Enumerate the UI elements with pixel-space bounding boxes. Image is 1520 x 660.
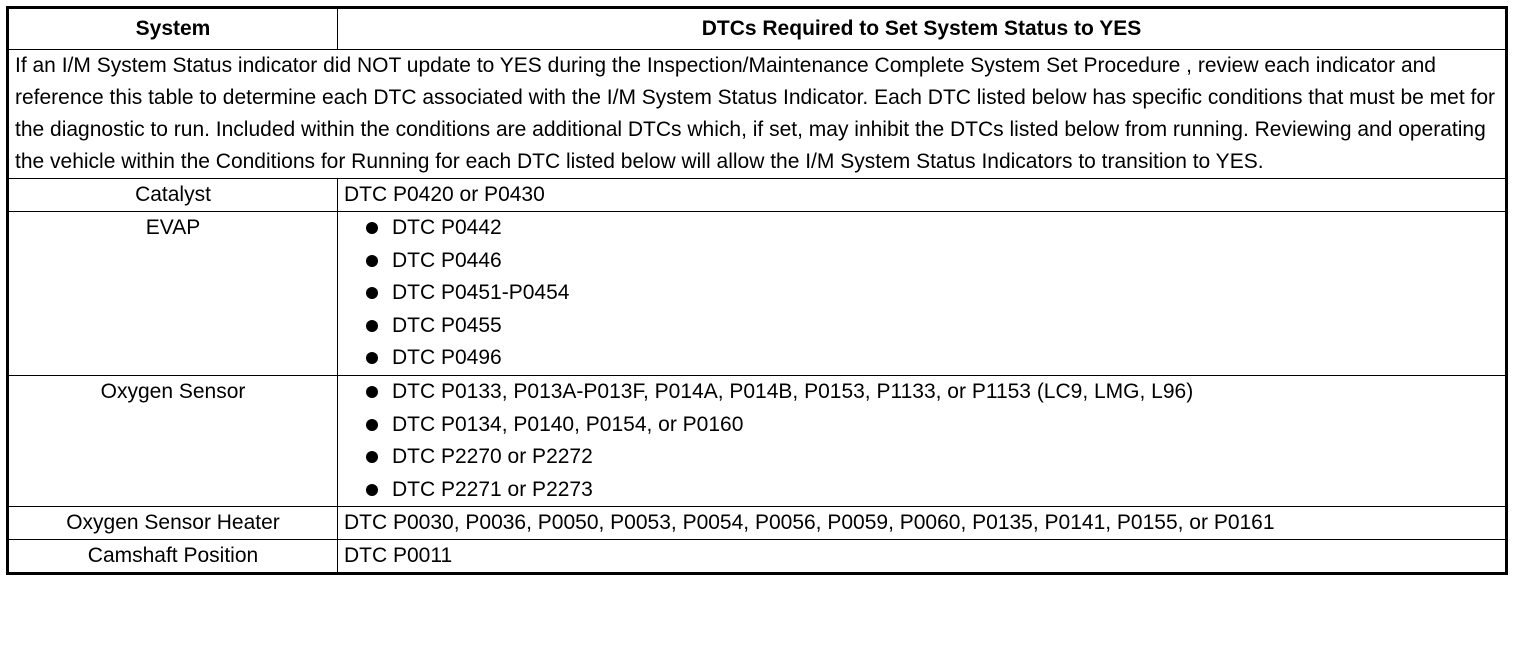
dtc-text: DTC P0134, P0140, P0154, or P0160 (392, 412, 744, 436)
list-item (344, 277, 1499, 310)
note-text: If an I/M System Status indicator did NOT update to YES during the Inspection/Maintenance Complete System Set Procedure , review each indicator and reference this table to determine each DTC associated with the I/M System Status Indicator. Each DTC listed below has specific conditions that must be met for the diagnostic to run. Included within the conditions are additional DTCs which, if set, may inhibit the DTCs listed below from running. Reviewing and operating the vehicle within the Conditions for Running for each DTC listed below will allow the I/M System Status Indicators to transition to YES. (8, 50, 1507, 179)
table-row (8, 212, 1507, 376)
list-item (344, 409, 1499, 442)
bullet-dot-icon (366, 255, 378, 267)
list-item (344, 474, 1499, 507)
dtc-cell (338, 212, 1507, 376)
list-item (344, 310, 1499, 343)
note-row (8, 50, 1507, 179)
header-system: System (8, 8, 338, 50)
bullet-dot-icon (366, 352, 378, 364)
table-row (8, 179, 1507, 212)
table-row (8, 540, 1507, 574)
bullet-dot-icon (366, 287, 378, 299)
document-page (6, 6, 1508, 575)
header-row (8, 8, 1507, 50)
table-row (8, 507, 1507, 540)
list-item (344, 441, 1499, 474)
list-item (344, 245, 1499, 278)
bullet-dot-icon (366, 320, 378, 332)
dtc-text: DTC P2271 or P2273 (392, 477, 593, 501)
header-dtcs: DTCs Required to Set System Status to YES (338, 8, 1507, 50)
system-cell: EVAP (8, 212, 338, 376)
dtc-text: DTC P2270 or P2272 (392, 445, 593, 469)
dtc-text: DTC P0133, P013A-P013F, P014A, P014B, P0153, P1133, or P1153 (LC9, LMG, L96) (392, 379, 1194, 403)
list-item (344, 342, 1499, 375)
bullet-dot-icon (366, 484, 378, 496)
bullet-dot-icon (366, 419, 378, 431)
bullet-dot-icon (366, 451, 378, 463)
dtc-table (6, 6, 1508, 575)
system-cell: Oxygen Sensor Heater (8, 507, 338, 540)
dtc-list (344, 212, 1499, 375)
dtc-list (344, 376, 1499, 506)
list-item (344, 212, 1499, 245)
dtc-text: DTC P0496 (392, 346, 502, 370)
dtc-text: DTC P0446 (392, 248, 502, 272)
bullet-dot-icon (366, 222, 378, 234)
list-item (344, 376, 1499, 409)
dtc-cell: DTC P0030, P0036, P0050, P0053, P0054, P0056, P0059, P0060, P0135, P0141, P0155, or P0161 (338, 507, 1507, 540)
dtc-cell: DTC P0420 or P0430 (338, 179, 1507, 212)
dtc-text: DTC P0442 (392, 216, 502, 239)
dtc-text: DTC P0455 (392, 313, 502, 337)
system-cell: Catalyst (8, 179, 338, 212)
table-row (8, 375, 1507, 506)
dtc-text: DTC P0451-P0454 (392, 281, 570, 305)
dtc-cell: DTC P0011 (338, 540, 1507, 574)
dtc-cell (338, 375, 1507, 506)
system-cell: Camshaft Position (8, 540, 338, 574)
bullet-dot-icon (366, 386, 378, 398)
system-cell: Oxygen Sensor (8, 375, 338, 506)
